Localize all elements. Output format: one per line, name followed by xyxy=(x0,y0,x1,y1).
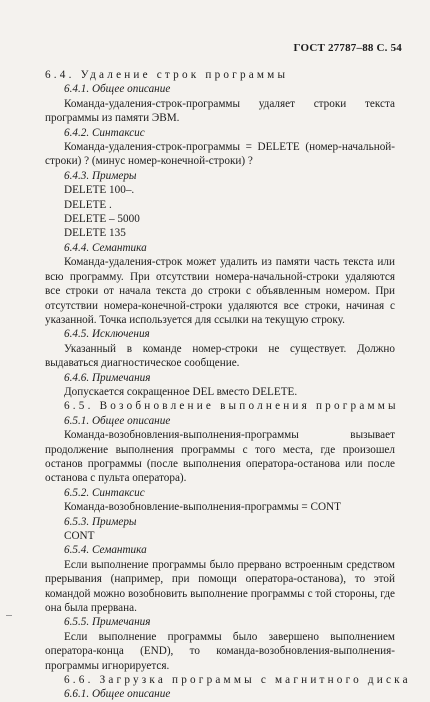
section-heading: 6.6. Загрузка программы с магнитного диска xyxy=(64,674,411,687)
subsection-heading: 6.4.2. Синтаксис xyxy=(64,126,145,139)
paragraph: Команда-удаления-строк-программы = DELETE (номер-начальной-строки) ? (минус номер-конечной-строки) ? xyxy=(45,141,395,168)
page-header: ГОСТ 27787–88 С. 54 xyxy=(293,42,402,54)
paragraph: Если выполнение программы было завершено выполнением оператора-конца (END), то команда-возобновления-выполнения-программы игнорируется. xyxy=(45,630,395,672)
subsection-heading: 6.4.1. Общее описание xyxy=(64,83,171,96)
paragraph: Команда-возобновления-выполнения-программы вызывает продолжение выполнения программы с того места, где произошел останов программы (после выполнения оператора-останова или после останова с пульта оператора). xyxy=(45,429,395,485)
subsection-heading: 6.4.5. Исключения xyxy=(64,328,150,341)
subsection-heading: 6.4.4. Семантика xyxy=(64,241,147,254)
subsection-heading: 6.4.6. Примечания xyxy=(64,371,151,384)
paragraph: Допускается сокращенное DEL вместо DELETE. xyxy=(64,385,298,398)
code-line: DELETE – 5000 xyxy=(64,213,140,226)
subsection-heading: 6.6.1. Общее описание xyxy=(64,688,171,701)
subsection-heading: 6.5.2. Синтаксис xyxy=(64,486,145,499)
subsection-heading: 6.4.3. Примеры xyxy=(64,169,137,182)
paragraph: Если выполнение программы было прервано встроенным средством прерывания (например, при помощи оператора-останова), то этой командой можно возобновить выполнение программы с той стороны, где она была прервана. xyxy=(45,558,395,615)
section-heading: 6.4. Удаление строк программы xyxy=(45,69,289,81)
code-line: DELETE . xyxy=(64,198,112,211)
subsection-heading: 6.5.3. Примеры xyxy=(64,515,137,528)
subsection-heading: 6.5.1. Общее описание xyxy=(64,414,171,427)
paragraph: Команда-удаления-строк может удалить из памяти часть текста или всю программу. При отсутствии номера-начальной-строки удаляются все строки от начала текста до строки с объявленным номером. При отсутствии номера-конечной-строки удаляются все строки, начиная с указанной. Точка используется для ссылки на текущую строку. xyxy=(45,256,395,326)
paragraph: Команда-возобновление-выполнения-программы = CONT xyxy=(64,501,341,514)
page-content xyxy=(45,68,411,702)
code-line: DELETE 100–. xyxy=(64,184,135,197)
subsection-heading: 6.5.5. Примечания xyxy=(64,616,151,629)
code-line: CONT xyxy=(64,530,95,542)
section-heading: 6.5. Возобновление выполнения программы xyxy=(64,400,399,413)
paragraph: Указанный в команде номер-строки не существует. Должно выдаваться диагностическое сообщение. xyxy=(45,342,395,370)
scan-mark xyxy=(6,615,12,616)
paragraph: Команда-удаления-строк-программы удаляет строки текста программы из памяти ЭВМ. xyxy=(45,97,395,125)
code-line: DELETE 135 xyxy=(64,227,126,240)
subsection-heading: 6.5.4. Семантика xyxy=(64,544,147,557)
